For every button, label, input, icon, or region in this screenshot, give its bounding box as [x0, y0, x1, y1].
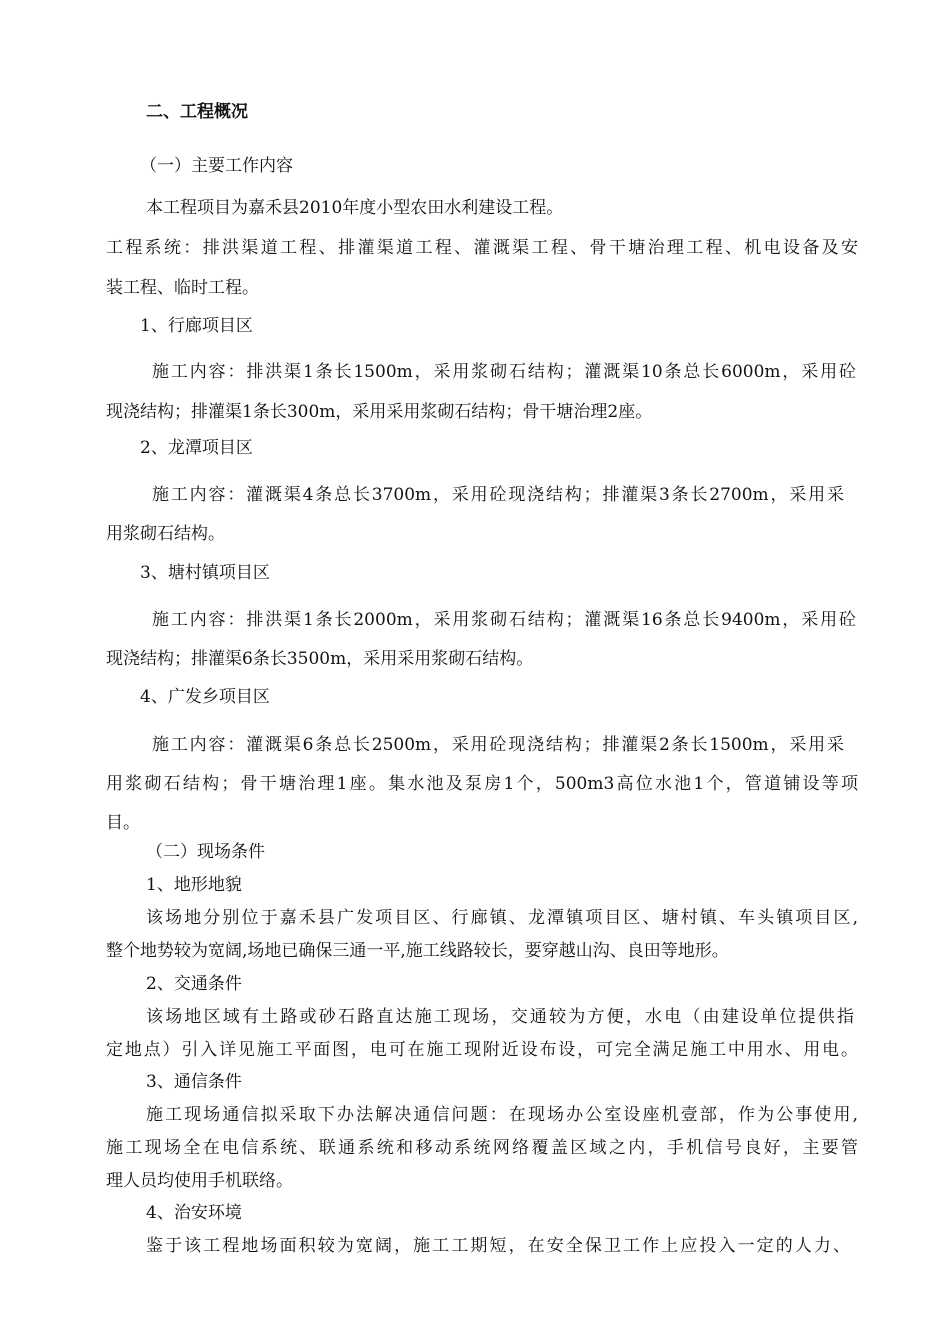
sub2-heading: （二）现场条件 — [146, 842, 265, 862]
intro-paragraph: 本工程项目为嘉禾县2010年度小型农田水利建设工程。 — [146, 198, 564, 218]
area-1-heading: 1、行廊项目区 — [140, 316, 253, 336]
area-4-heading: 4、广发乡项目区 — [140, 687, 270, 707]
item-4-line-1: 鉴于该工程地场面积较为宽阔，施工工期短，在安全保卫工作上应投入一定的人力、 — [146, 1236, 850, 1256]
area-4-line-2: 用浆砌石结构；骨干塘治理1座。集水池及泵房1个，500m3高位水池1个，管道铺设等项 — [106, 774, 858, 794]
item-2-line-2: 定地点）引入详见施工平面图，电可在施工现附近设布设，可完全满足施工中用水、用电。 — [106, 1040, 858, 1060]
item-2-line-1: 该场地区域有土路或砂石路直达施工现场，交通较为方便，水电（由建设单位提供指 — [146, 1007, 854, 1027]
area-3-line-1: 施工内容：排洪渠1条长2000m，采用浆砌石结构；灌溉渠16条总长9400m，采用砼 — [152, 610, 856, 630]
area-2-line-2: 用浆砌石结构。 — [106, 524, 225, 544]
section-title: 二、工程概况 — [146, 102, 248, 122]
item-3-line-1: 施工现场通信拟采取下办法解决通信问题：在现场办公室设座机壹部，作为公事使用, — [146, 1105, 858, 1125]
item-2-heading: 2、交通条件 — [146, 974, 242, 994]
system-line-1: 工程系统：排洪渠道工程、排灌渠道工程、灌溉渠工程、骨干塘治理工程、机电设备及安 — [106, 238, 858, 258]
area-4-line-1: 施工内容：灌溉渠6条总长2500m，采用砼现浇结构；排灌渠2条长1500m，采用采 — [152, 735, 844, 755]
area-4-line-3: 目。 — [106, 813, 140, 833]
area-2-heading: 2、龙潭项目区 — [140, 438, 253, 458]
sub1-heading: （一）主要工作内容 — [140, 156, 293, 176]
item-4-heading: 4、治安环境 — [146, 1203, 242, 1223]
item-3-heading: 3、通信条件 — [146, 1072, 242, 1092]
item-1-heading: 1、地形地貌 — [146, 875, 242, 895]
item-1-line-2: 整个地势较为宽阔,场地已确保三通一平,施工线路较长，要穿越山沟、良田等地形。 — [106, 941, 729, 961]
system-line-2: 装工程、临时工程。 — [106, 278, 259, 298]
area-3-line-2: 现浇结构；排灌渠6条长3500m，采用采用浆砌石结构。 — [106, 649, 534, 669]
area-2-line-1: 施工内容：灌溉渠4条总长3700m，采用砼现浇结构；排灌渠3条长2700m，采用采 — [152, 485, 844, 505]
item-3-line-2: 施工现场全在电信系统、联通系统和移动系统网络覆盖区域之内，手机信号良好，主要管 — [106, 1138, 858, 1158]
area-1-line-2: 现浇结构；排灌渠1条长300m，采用采用浆砌石结构；骨干塘治理2座。 — [106, 402, 653, 422]
area-1-line-1: 施工内容：排洪渠1条长1500m，采用浆砌石结构；灌溉渠10条总长6000m，采用砼 — [152, 362, 856, 382]
item-1-line-1: 该场地分别位于嘉禾县广发项目区、行廊镇、龙潭镇项目区、塘村镇、车头镇项目区, — [146, 908, 858, 928]
area-3-heading: 3、塘村镇项目区 — [140, 563, 270, 583]
item-3-line-3: 理人员均使用手机联络。 — [106, 1171, 293, 1191]
